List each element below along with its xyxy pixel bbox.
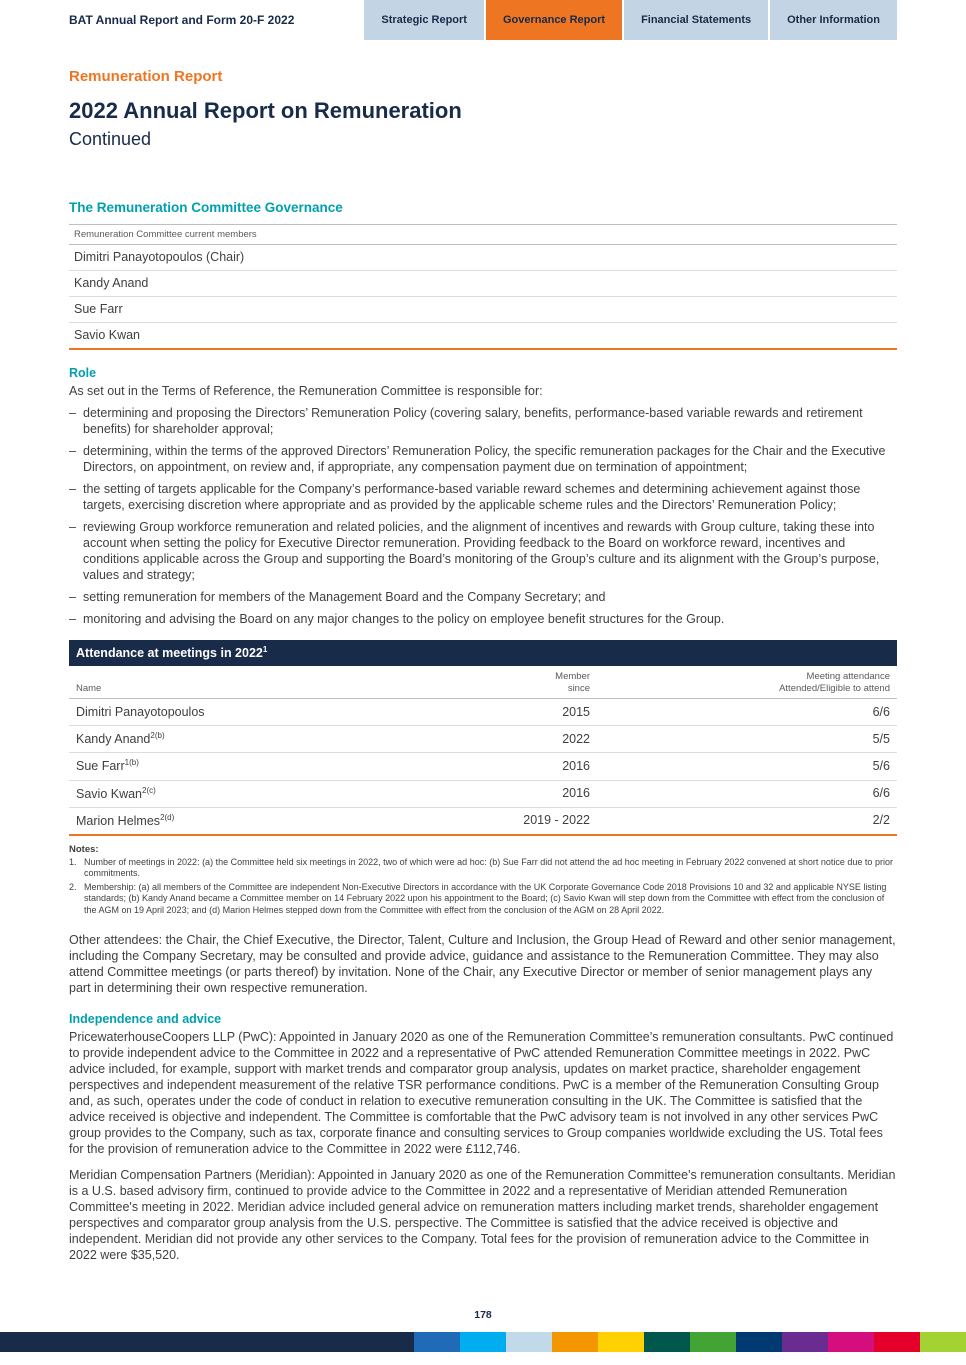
committee-member-row: Dimitri Panayotopoulos (Chair): [69, 245, 897, 271]
attendance-table-title: [69, 640, 897, 666]
report-title: BAT Annual Report and Form 20-F 2022: [69, 13, 295, 27]
attendance-row: Marion Helmes$^{2(d)}$ 2019 - 2022 2/2: [69, 808, 897, 836]
attendance-title-text: Attendance at meetings in 2022: [76, 646, 263, 661]
stripe-segment: [414, 1332, 460, 1352]
tab-governance-report[interactable]: Governance Report: [486, 0, 622, 40]
attendance-title-superscript: 1: [262, 645, 268, 654]
column-header-name: Name: [76, 682, 102, 694]
role-bullet: – reviewing Group workforce remuneration and related policies, and the alignment of incentives and rewards with Group culture, taking these into account when setting the policy for Executive Director remuneration. Providing feedback to the Board on workforce reward, incentives and conditions applicable across the Group and supporting the Board’s monitoring of the Group’s culture and its alignment with the Group’s purpose, values and strategy;: [69, 519, 897, 583]
header-tabs: [362, 0, 897, 40]
stripe-segment: [874, 1332, 920, 1352]
governance-heading: The Remuneration Committee Governance: [69, 200, 343, 215]
page-number: 178: [474, 1309, 492, 1321]
attendance-row: Dimitri Panayotopoulos 2015 6/6: [69, 699, 897, 726]
stripe-segment: [552, 1332, 598, 1352]
role-bullet-list: [69, 405, 897, 627]
attendance-row: Kandy Anand$^{2(b)}$ 2022 5/5: [69, 726, 897, 753]
notes-section: [69, 844, 897, 917]
attendance-column-headers: [69, 666, 897, 699]
meridian-paragraph: Meridian Compensation Partners (Meridian): Appointed in January 2020 as one of the Remuneration Committee's remuneration consultants. Meridian is a U.S. based advisory firm, continued to provide advice to the Committee in 2022 and a representative of Meridian attended Remuneration Committee's meeting in 2022. Meridian advice included general advice on remuneration matters including market trends, shareholder engagement perspectives and comparator group analysis from the U.S. perspective. The Committee is satisfied that the advice received is objective and independent. Meridian did not provide any other services to the Company. Total fees for the provision of remuneration advice to the Committee in 2022 were $35,520.: [69, 1168, 896, 1263]
stripe-segment: [0, 1332, 414, 1352]
stripe-segment: [598, 1332, 644, 1352]
note-item: 1. Number of meetings in 2022: (a) the Committee held six meetings in 2022, two of which were ad hoc: (b) Sue Farr did not attend the ad hoc meeting in February 2022 convened at short notice due to prior commitments.: [69, 856, 893, 879]
column-header-meeting-attendance: Meeting attendance Attended/Eligible to attend: [779, 671, 890, 694]
stripe-segment: [506, 1332, 552, 1352]
note-item: 2. Membership: (a) all members of the Committee are independent Non-Executive Directors in accordance with the UK Corporate Governance Code 2018 Provisions 10 and 32 and applicable NYSE listing standards; (b) Kandy Anand became a Committee member on 14 February 2022 upon his appointment to the Board; (c) Savio Kwan will step down from the Committee with effect from the conclusion of the AGM on 19 April 2023; and (d) Marion Helmes stepped down from the Committee with effect from the conclusion of the AGM on 28 April 2022.: [69, 881, 887, 915]
footer-color-stripe: [0, 1332, 966, 1352]
committee-member-row: Savio Kwan: [69, 323, 897, 350]
independence-heading: Independence and advice: [69, 1012, 222, 1027]
attendance-row: Sue Farr$^{1(b)}$ 2016 5/6: [69, 753, 897, 780]
column-header-member-since: Member since: [555, 671, 590, 694]
stripe-segment: [782, 1332, 828, 1352]
role-intro: As set out in the Terms of Reference, the Remuneration Committee is responsible for:: [69, 384, 543, 398]
committee-member-row: Kandy Anand: [69, 271, 897, 297]
committee-member-row: Sue Farr: [69, 297, 897, 323]
main-content: [0, 68, 966, 1263]
stripe-segment: [460, 1332, 506, 1352]
tab-financial-statements[interactable]: Financial Statements: [624, 0, 768, 40]
page-title: 2022 Annual Report on Remuneration: [69, 98, 462, 123]
other-attendees-paragraph: Other attendees: the Chair, the Chief Executive, the Director, Talent, Culture and Inclusion, the Group Head of Reward and other senior management, including the Company Secretary, may be consulted and provide advice, guidance and assistance to the Remuneration Committee. They may also attend Committee meetings (or parts thereof) by invitation. None of the Chair, any Executive Director or member of senior management plays any part in determining their own respective remuneration.: [69, 933, 896, 996]
role-bullet: – determining, within the terms of the approved Directors’ Remuneration Policy, the specific remuneration packages for the Chair and the Executive Directors, on appointment, on review and, if appropriate, any compensation payment due on termination of appointment;: [69, 443, 897, 475]
header: [0, 0, 966, 40]
role-bullet: – setting remuneration for members of the Management Board and the Company Secretary; and: [69, 589, 897, 605]
role-bullet: – the setting of targets applicable for the Company’s performance-based variable reward schemes and determining achievement against those targets, exercising discretion where appropriate and as provided by the applicable scheme rules and the Directors’ Remuneration Policy;: [69, 481, 897, 513]
section-label: Remuneration Report: [69, 68, 223, 85]
page-subtitle: Continued: [69, 129, 152, 149]
role-bullet: – monitoring and advising the Board on any major changes to the policy on employee benefit structures for the Group.: [69, 611, 897, 627]
role-heading: Role: [69, 366, 97, 380]
committee-members-table: [69, 224, 897, 350]
stripe-segment: [690, 1332, 736, 1352]
attendance-table: [69, 640, 897, 836]
role-bullet: – determining and proposing the Directors’ Remuneration Policy (covering salary, benefits, performance-based variable rewards and retirement benefits) for shareholder approval;: [69, 405, 897, 437]
stripe-segment: [644, 1332, 690, 1352]
notes-label: Notes:: [69, 843, 99, 855]
stripe-segment: [736, 1332, 782, 1352]
stripe-segment: [920, 1332, 966, 1352]
tab-strategic-report[interactable]: Strategic Report: [364, 0, 484, 40]
committee-table-header: Remuneration Committee current members: [69, 225, 897, 245]
tab-other-information[interactable]: Other Information: [770, 0, 897, 40]
pwc-paragraph: PricewaterhouseCoopers LLP (PwC): Appointed in January 2020 as one of the Remuneration Committee’s remuneration consultants. PwC continued to provide independent advice to the Committee in 2022 and a representative of PwC attended Remuneration Committee meetings in 2022. PwC advice included, for example, support with market trends and comparator group analysis, updates on market practice, shareholder engagement perspectives and independent measurement of the relative TSR performance conditions. PwC is a member of the Remuneration Consulting Group and, as such, operates under the code of conduct in relation to executive remuneration consulting in the UK. The Committee is satisfied that the advice received is objective and independent. The Committee is comfortable that the PwC advisory team is not involved in any other services PwC group provides to the Company, such as tax, corporate finance and consulting services to Group companies worldwide excluding the US. Total fees for the provision of remuneration advice to the Committee in 2022 were £112,746.: [69, 1030, 894, 1157]
attendance-row: Savio Kwan$^{2(c)}$ 2016 6/6: [69, 781, 897, 808]
stripe-segment: [828, 1332, 874, 1352]
